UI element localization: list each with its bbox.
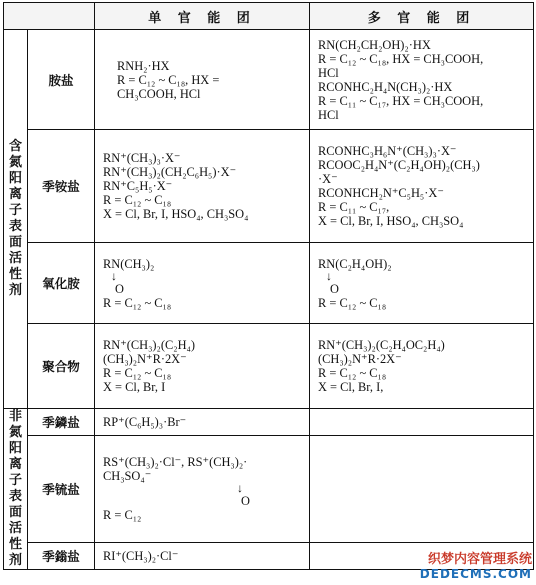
down-arrow-icon: ↓ [111,268,117,283]
name-sulf: 季锍盐 [28,435,95,542]
group-nitrogen: 含 氮 阳 离 子 表 面 活 性 剂 [4,30,28,409]
single-sulf: RS⁺(CH₃)₂·Cl⁻, RS⁺(CH₃)₂· CH₃SO₄⁻ ↓ O R = C₁₂ [95,435,310,542]
row-sulf [4,435,534,542]
multi-quat: RCONHC₃H₆N⁺(CH₃)₃·X⁻ RCOOC₂H₄N⁺(C₂H₄OH)₂(CH₃) ·X⁻ RCONHCH₂N⁺C₅H₅·X⁻ R = C₁₁ ~ C₁₇, X = Cl, Br, I, HSO₄, CH₃SO₄ [310,130,534,243]
name-quat: 季铵盐 [28,130,95,243]
row-oxide [4,243,534,324]
row-amine [4,30,534,130]
name-amine: 胺盐 [28,30,95,130]
single-phos: RP⁺(C₆H₅)₃·Br⁻ [95,409,310,436]
site-watermark: 织梦内容管理系统 DEDECMS.COM [419,552,532,581]
surfactant-table [3,2,534,570]
multi-poly: RN⁺(CH₃)₂(C₂H₄OC₂H₄) (CH₃)₂N⁺R·2X⁻ R = C₁₂ ~ C₁₈ X = Cl, Br, I, [310,324,534,409]
multi-sulf [310,435,534,542]
name-phos: 季鏻盐 [28,409,95,436]
multi-phos [310,409,534,436]
single-amine: RNH₂·HX R = C₁₂ ~ C₁₈, HX = CH₃COOH, HCl [95,30,310,130]
header-row [4,3,534,30]
single-oxide: RN(CH₃)₂ ↓ O R = C₁₂ ~ C₁₈ [95,243,310,324]
multi-oxide: RN(C₂H₄OH)₂ ↓ O R = C₁₂ ~ C₁₈ [310,243,534,324]
down-arrow-icon: ↓ [237,481,243,496]
name-iod: 季鎓盐 [28,543,95,570]
group-non-nitrogen: 非 氮 阳 离 子 表 面 活 性 剂 [4,409,28,570]
single-poly: RN⁺(CH₃)₂(C₂H₄) (CH₃)₂N⁺R·2X⁻ R = C₁₂ ~ C₁₈ X = Cl, Br, I [95,324,310,409]
header-single: 单 官 能 团 [95,3,310,30]
row-poly [4,324,534,409]
down-arrow-icon: ↓ [326,268,332,283]
header-multi: 多 官 能 团 [310,3,534,30]
row-quat [4,130,534,243]
header-blank [4,3,95,30]
multi-amine: RN(CH₂CH₂OH)₂·HX R = C₁₂ ~ C₁₈, HX = CH₃COOH, HCl RCONHC₂H₄N(CH₃)₂·HX R = C₁₁ ~ C₁₇, HX = CH₃COOH, HCl [310,30,534,130]
name-poly: 聚合物 [28,324,95,409]
name-oxide: 氧化胺 [28,243,95,324]
single-iod: RI⁺(CH₃)₂·Cl⁻ [95,543,310,570]
single-quat: RN⁺(CH₃)₃·X⁻ RN⁺(CH₃)₂(CH₂C₆H₅)·X⁻ RN⁺C₅H₅·X⁻ R = C₁₂ ~ C₁₈ X = Cl, Br, I, HSO₄, CH₃SO₄ [95,130,310,243]
row-phos [4,409,534,436]
